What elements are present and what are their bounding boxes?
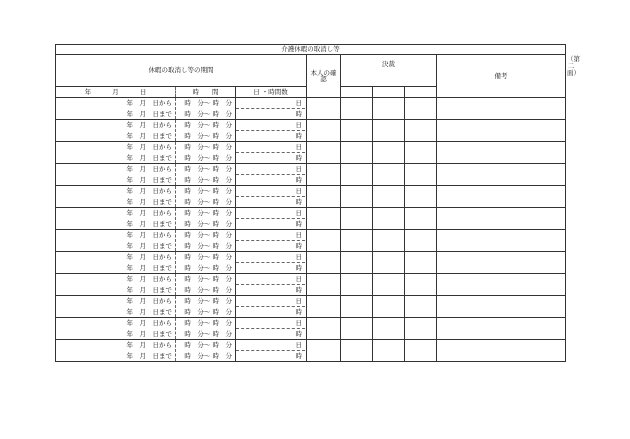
approval-cell-1[interactable] [341, 208, 373, 230]
date-from: 年 月 日から [126, 297, 172, 305]
hour-unit: 時 [295, 285, 302, 294]
time-range[interactable] [176, 142, 236, 163]
self-confirm-cell[interactable] [307, 120, 341, 142]
time-range[interactable] [176, 120, 236, 141]
period-cell [56, 98, 307, 120]
period-cell [56, 230, 307, 252]
time-from: 時 分～ 時 分 [184, 143, 232, 151]
time-to: 時 分～ 時 分 [184, 131, 232, 140]
hour-unit: 時 [295, 263, 302, 272]
date-to: 年 月 日まで [126, 351, 172, 360]
table-row [56, 186, 566, 208]
self-confirm-cell[interactable] [307, 230, 341, 252]
time-to: 時 分～ 時 分 [184, 175, 232, 184]
time-range[interactable] [176, 252, 236, 273]
time-to: 時 分～ 時 分 [184, 219, 232, 228]
approval-cell-3[interactable] [405, 120, 437, 142]
date-from: 年 月 日から [126, 231, 172, 239]
date-range[interactable] [56, 208, 176, 229]
year-label: 年 [84, 87, 92, 96]
time-label-1: 時 [192, 87, 199, 96]
remarks-header: 備考 [437, 55, 566, 98]
remarks-cell[interactable] [437, 186, 566, 208]
date-to: 年 月 日まで [126, 263, 172, 272]
time-range[interactable] [176, 186, 236, 207]
date-to: 年 月 日まで [126, 175, 172, 184]
leave-cancellation-form [55, 44, 565, 364]
date-range[interactable] [56, 296, 176, 317]
hour-unit: 時 [295, 197, 302, 206]
date-to: 年 月 日まで [126, 219, 172, 228]
day-hours[interactable] [236, 274, 305, 295]
period-header: 休暇の取消し等の期間 [56, 55, 307, 87]
approval-cell-3[interactable] [405, 318, 437, 340]
remarks-cell[interactable] [437, 230, 566, 252]
time-to: 時 分～ 時 分 [184, 197, 232, 206]
period-cell [56, 186, 307, 208]
self-confirm-cell[interactable] [307, 186, 341, 208]
date-range[interactable] [56, 142, 176, 163]
table-row [56, 230, 566, 252]
time-to: 時 分～ 時 分 [184, 351, 232, 360]
date-from: 年 月 日から [126, 187, 172, 195]
remarks-cell[interactable] [437, 296, 566, 318]
self-confirm-cell[interactable] [307, 340, 341, 362]
self-confirm-cell[interactable] [307, 164, 341, 186]
approval-cell-2[interactable] [373, 120, 405, 142]
approval-header: 決裁 [341, 55, 437, 87]
self-confirm-cell[interactable] [307, 142, 341, 164]
time-range[interactable] [176, 164, 236, 185]
approval-cell-1[interactable] [341, 120, 373, 142]
date-to: 年 月 日まで [126, 153, 172, 162]
approval-cell-2[interactable] [373, 186, 405, 208]
approval-cell-2[interactable] [373, 274, 405, 296]
table-row [56, 252, 566, 274]
remarks-cell[interactable] [437, 340, 566, 362]
date-range[interactable] [56, 340, 176, 361]
date-to: 年 月 日まで [126, 307, 172, 316]
day-unit: 日 [236, 186, 305, 197]
table-row [56, 208, 566, 230]
remarks-cell[interactable] [437, 274, 566, 296]
time-range[interactable] [176, 98, 236, 119]
time-from: 時 分～ 時 分 [184, 275, 232, 283]
approval-cell-1[interactable] [341, 98, 373, 120]
remarks-cell[interactable] [437, 164, 566, 186]
hour-unit: 時 [295, 307, 302, 316]
approval-cell-3[interactable] [405, 164, 437, 186]
approval-cell-2[interactable] [373, 208, 405, 230]
form-title: 介護休暇の取消し等 [56, 45, 566, 55]
date-range[interactable] [56, 252, 176, 273]
approval-cell-1[interactable] [341, 296, 373, 318]
time-from: 時 分～ 時 分 [184, 297, 232, 305]
hour-unit: 時 [295, 131, 302, 140]
date-to: 年 月 日まで [126, 131, 172, 140]
table-row [56, 296, 566, 318]
self-confirm-header: 本人の確 認 [307, 55, 341, 98]
time-range[interactable] [176, 230, 236, 251]
date-from: 年 月 日から [126, 99, 172, 107]
day-hours[interactable] [236, 296, 305, 317]
approval-cell-2[interactable] [373, 142, 405, 164]
time-range[interactable] [176, 296, 236, 317]
period-cell [56, 340, 307, 362]
day-unit: 日 [236, 164, 305, 175]
date-from: 年 月 日から [126, 121, 172, 129]
period-cell [56, 208, 307, 230]
time-range[interactable] [176, 340, 236, 361]
form-table [55, 44, 566, 362]
time-from: 時 分～ 時 分 [184, 231, 232, 239]
date-range[interactable] [56, 120, 176, 141]
table-row [56, 164, 566, 186]
approval-cell-3[interactable] [405, 252, 437, 274]
day-hours[interactable] [236, 230, 305, 251]
date-to: 年 月 日まで [126, 285, 172, 294]
table-row [56, 274, 566, 296]
day-hours[interactable] [236, 208, 305, 229]
date-range[interactable] [56, 164, 176, 185]
remarks-cell[interactable] [437, 142, 566, 164]
date-to: 年 月 日まで [126, 241, 172, 250]
period-cell [56, 274, 307, 296]
time-label-2: 間 [212, 87, 219, 96]
date-range[interactable] [56, 186, 176, 207]
self-confirm-cell[interactable] [307, 98, 341, 120]
period-cell [56, 252, 307, 274]
period-rows [56, 98, 566, 362]
approval-cell-3[interactable] [405, 98, 437, 120]
date-from: 年 月 日から [126, 319, 172, 327]
approval-cell-3[interactable] [405, 186, 437, 208]
time-from: 時 分～ 時 分 [184, 341, 232, 349]
approval-cell-3[interactable] [405, 230, 437, 252]
approval-cell-1[interactable] [341, 186, 373, 208]
remarks-cell[interactable] [437, 252, 566, 274]
period-cell [56, 164, 307, 186]
date-range[interactable] [56, 318, 176, 339]
approval-cell-1[interactable] [341, 252, 373, 274]
time-to: 時 分～ 時 分 [184, 307, 232, 316]
time-range[interactable] [176, 274, 236, 295]
date-to: 年 月 日まで [126, 329, 172, 338]
day-unit: 日 [236, 340, 305, 351]
approval-cell-2[interactable] [373, 318, 405, 340]
approval-cell-3[interactable] [405, 142, 437, 164]
date-from: 年 月 日から [126, 143, 172, 151]
time-from: 時 分～ 時 分 [184, 209, 232, 217]
day-unit: 日 [236, 142, 305, 153]
table-row [56, 98, 566, 120]
date-range[interactable] [56, 98, 176, 119]
day-unit: 日 [236, 120, 305, 131]
day-hours[interactable] [236, 252, 305, 273]
table-row [56, 120, 566, 142]
self-confirm-cell[interactable] [307, 208, 341, 230]
hour-unit: 時 [295, 153, 302, 162]
remarks-cell[interactable] [437, 318, 566, 340]
time-from: 時 分～ 時 分 [184, 121, 232, 129]
day-unit: 日 [236, 208, 305, 219]
approval-cell-3[interactable] [405, 340, 437, 362]
date-from: 年 月 日から [126, 341, 172, 349]
approval-cell-2[interactable] [373, 87, 405, 98]
approval-cell-3[interactable] [405, 296, 437, 318]
hour-unit: 時 [295, 329, 302, 338]
hour-unit: 時 [295, 175, 302, 184]
time-from: 時 分～ 時 分 [184, 187, 232, 195]
table-row [56, 142, 566, 164]
date-from: 年 月 日から [126, 253, 172, 261]
day-unit: 日 [236, 274, 305, 285]
date-range[interactable] [56, 230, 176, 251]
time-to: 時 分～ 時 分 [184, 109, 232, 118]
day-unit: 日 [236, 318, 305, 329]
period-cell [56, 318, 307, 340]
hour-unit: 時 [295, 241, 302, 250]
approval-cell-1[interactable] [341, 164, 373, 186]
time-to: 時 分～ 時 分 [184, 241, 232, 250]
day-hours[interactable] [236, 142, 305, 163]
time-from: 時 分～ 時 分 [184, 319, 232, 327]
period-cell [56, 142, 307, 164]
date-from: 年 月 日から [126, 275, 172, 283]
table-row [56, 318, 566, 340]
day-label: 日 [139, 87, 147, 96]
time-from: 時 分～ 時 分 [184, 165, 232, 173]
period-subheader [56, 87, 307, 98]
day-hours[interactable] [236, 186, 305, 207]
approval-cell-1[interactable] [341, 142, 373, 164]
approval-cell-2[interactable] [373, 252, 405, 274]
self-confirm-cell[interactable] [307, 296, 341, 318]
approval-cell-1[interactable] [341, 87, 373, 98]
approval-cell-2[interactable] [373, 98, 405, 120]
day-unit: 日 [236, 296, 305, 307]
approval-cell-2[interactable] [373, 230, 405, 252]
self-confirm-cell[interactable] [307, 318, 341, 340]
time-to: 時 分～ 時 分 [184, 263, 232, 272]
remarks-cell[interactable] [437, 120, 566, 142]
date-from: 年 月 日から [126, 209, 172, 217]
period-cell [56, 296, 307, 318]
approval-cell-2[interactable] [373, 340, 405, 362]
day-unit: 日 [236, 98, 305, 109]
time-range[interactable] [176, 318, 236, 339]
day-hours[interactable] [236, 318, 305, 339]
day-hours[interactable] [236, 98, 305, 119]
time-to: 時 分～ 時 分 [184, 329, 232, 338]
approval-cell-2[interactable] [373, 164, 405, 186]
approval-cell-1[interactable] [341, 274, 373, 296]
time-to: 時 分～ 時 分 [184, 285, 232, 294]
hour-unit: 時 [295, 351, 302, 360]
self-confirm-cell[interactable] [307, 274, 341, 296]
date-to: 年 月 日まで [126, 109, 172, 118]
time-from: 時 分～ 時 分 [184, 253, 232, 261]
day-unit: 日 [236, 230, 305, 241]
approval-cell-1[interactable] [341, 318, 373, 340]
period-cell [56, 120, 307, 142]
remarks-cell[interactable] [437, 98, 566, 120]
day-unit: 日 [236, 252, 305, 263]
self-confirm-cell[interactable] [307, 252, 341, 274]
day-hours[interactable] [236, 120, 305, 141]
approval-cell-3[interactable] [405, 208, 437, 230]
time-to: 時 分～ 時 分 [184, 153, 232, 162]
approval-cell-1[interactable] [341, 340, 373, 362]
time-subheader [176, 87, 236, 97]
approval-cell-2[interactable] [373, 296, 405, 318]
hour-unit: 時 [295, 109, 302, 118]
table-row [56, 340, 566, 362]
time-range[interactable] [176, 208, 236, 229]
month-label: 月 [112, 87, 119, 96]
approval-cell-3[interactable] [405, 87, 437, 98]
date-to: 年 月 日まで [126, 197, 172, 206]
approval-cell-3[interactable] [405, 274, 437, 296]
day-hours[interactable] [236, 340, 305, 361]
day-hours-subheader: 日 ・時間数 [253, 87, 288, 96]
date-from: 年 月 日から [126, 165, 172, 173]
remarks-cell[interactable] [437, 208, 566, 230]
day-hours[interactable] [236, 164, 305, 185]
date-subheader [56, 87, 176, 97]
page-side-label: （第二面） [567, 55, 580, 78]
approval-cell-1[interactable] [341, 230, 373, 252]
date-range[interactable] [56, 274, 176, 295]
time-from: 時 分～ 時 分 [184, 99, 232, 107]
hour-unit: 時 [295, 219, 302, 228]
